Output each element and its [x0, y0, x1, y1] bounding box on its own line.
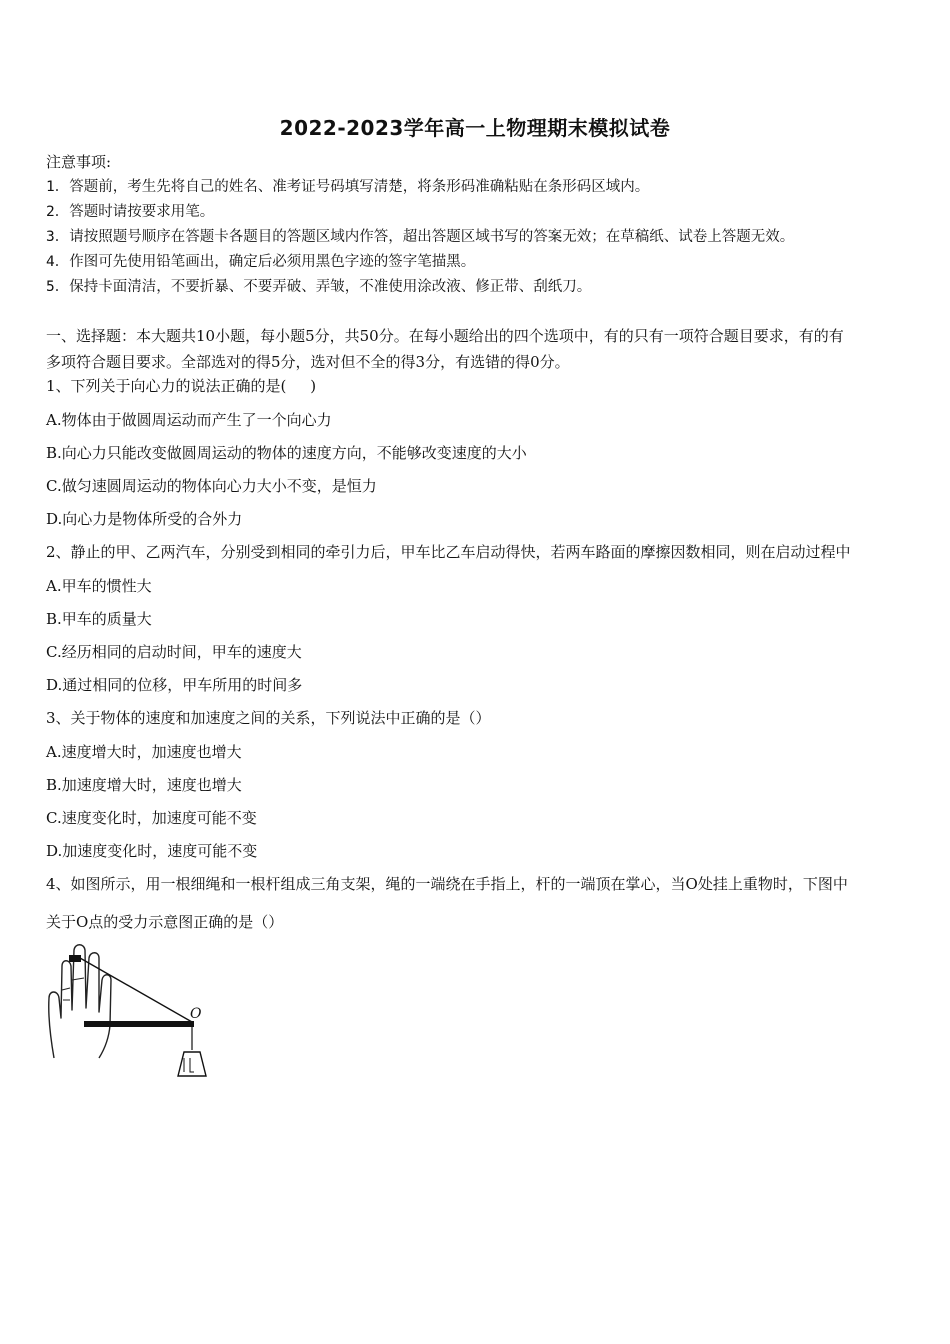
hand-rod-rope-figure — [44, 940, 214, 1082]
question-option: A.甲车的惯性大 — [46, 577, 152, 595]
question-option: B.加速度增大时，速度也增大 — [46, 776, 242, 794]
question-option: A.物体由于做圆周运动而产生了一个向心力 — [46, 411, 332, 429]
page-title: 2022-2023学年高一上物理期末模拟试卷 — [279, 116, 671, 140]
question-option: C.做匀速圆周运动的物体向心力大小不变，是恒力 — [46, 477, 377, 495]
notice-item: 2．答题时请按要求用笔。 — [46, 204, 215, 220]
rod — [84, 1021, 194, 1027]
notice-item: 4．作图可先使用铅笔画出，确定后必须用黑色字迹的签字笔描黑。 — [46, 254, 476, 270]
question-stem: 4、如图所示，用一根细绳和一根杆组成三角支架，绳的一端绕在手指上，杆的一端顶在掌心，当O处挂上重物时，下图中 — [46, 875, 848, 893]
notice-item: 3．请按照题号顺序在答题卡各题目的答题区域内作答，超出答题区域书写的答案无效；在草稿纸、试卷上答题无效。 — [46, 229, 795, 245]
question-option: C.经历相同的启动时间，甲车的速度大 — [46, 643, 302, 661]
section-instruction: 一、选择题：本大题共10小题，每小题5分，共50分。在每小题给出的四个选项中，有的只有一项符合题目要求，有的有 — [46, 327, 844, 345]
notice-heading: 注意事项: — [46, 153, 112, 171]
question-stem: 3、关于物体的速度和加速度之间的关系，下列说法中正确的是（） — [46, 709, 491, 727]
question-option: B.向心力只能改变做圆周运动的物体的速度方向，不能够改变速度的大小 — [46, 444, 527, 462]
question-option: D.通过相同的位移，甲车所用的时间多 — [46, 676, 303, 694]
notice-item: 5．保持卡面清洁，不要折暴、不要弄破、弄皱，不准使用涂改液、修正带、刮纸刀。 — [46, 279, 592, 295]
question-stem-continued: 关于O点的受力示意图正确的是（） — [46, 913, 284, 931]
point-o-label: O — [190, 1006, 202, 1022]
question-option: A.速度增大时，加速度也增大 — [46, 743, 242, 761]
question-option: C.速度变化时，加速度可能不变 — [46, 809, 257, 827]
question-option: D.向心力是物体所受的合外力 — [46, 510, 243, 528]
rope-wrap — [69, 955, 81, 962]
notice-item: 1．答题前，考生先将自己的姓名、准考证号码填写清楚，将条形码准确粘贴在条形码区域内。 — [46, 179, 650, 195]
rope — [80, 958, 192, 1022]
question-option: D.加速度变化时，速度可能不变 — [46, 842, 258, 860]
question-stem: 1、下列关于向心力的说法正确的是( ) — [46, 377, 317, 395]
question-option: B.甲车的质量大 — [46, 610, 152, 628]
question-stem: 2、静止的甲、乙两汽车，分别受到相同的牵引力后，甲车比乙车启动得快，若两车路面的摩擦因数相同，则在启动过程中 — [46, 543, 851, 561]
section-instruction: 多项符合题目要求。全部选对的得5分，选对但不全的得3分，有选错的得0分。 — [46, 353, 570, 371]
